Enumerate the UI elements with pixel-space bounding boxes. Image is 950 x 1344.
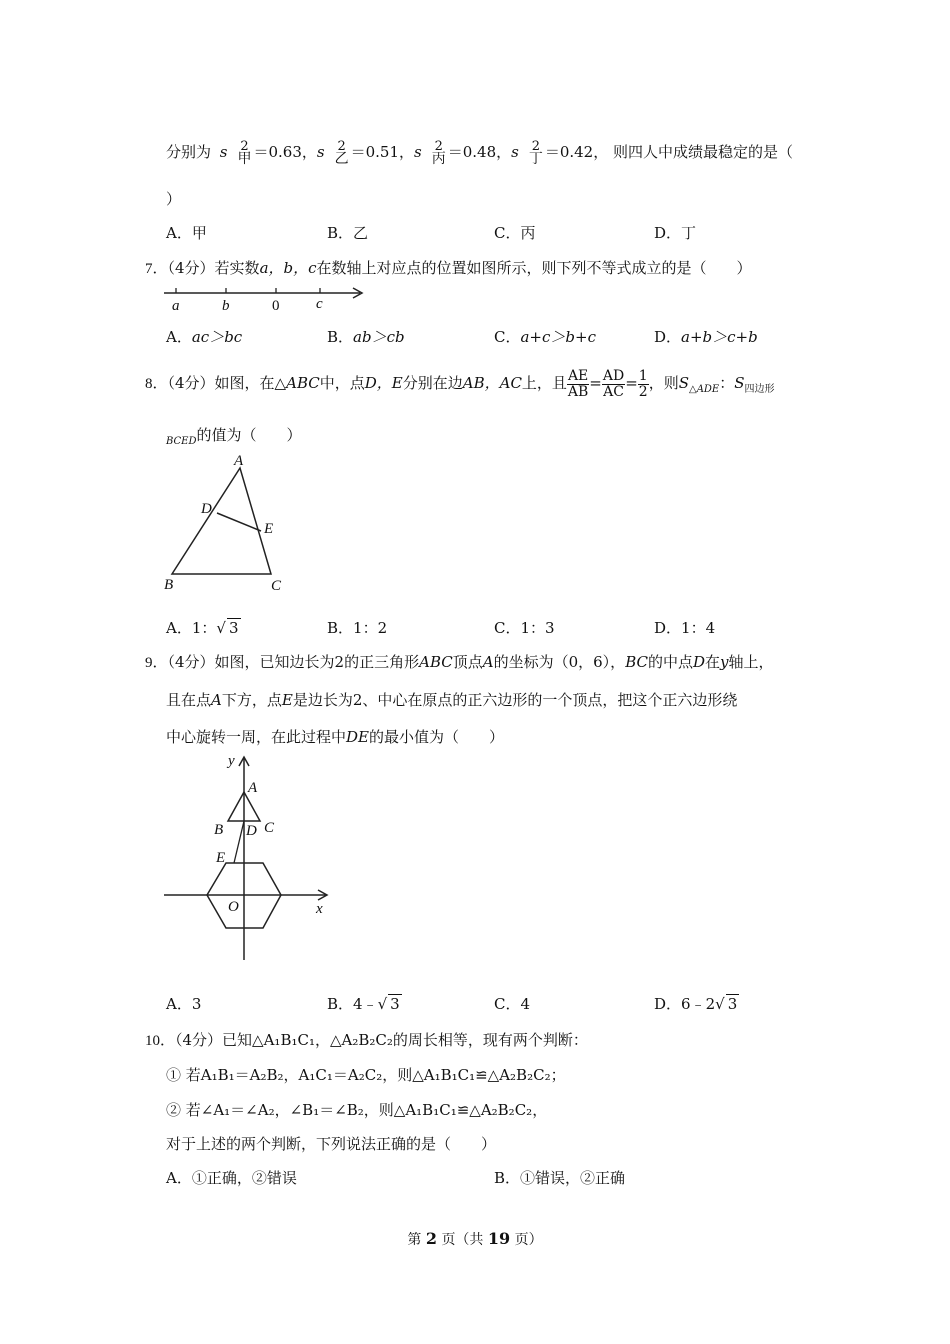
q8-option-a[interactable]: A．1：√ 3 [166,619,239,637]
q8-number: 8． [145,376,168,392]
q9-label-o: O [228,899,239,915]
q6-variance-item [316,139,415,167]
q6-variance-symbol: s [511,143,519,161]
q8-label-a: A [234,453,244,469]
q8-label-e: E [264,521,274,537]
q7-option-a[interactable]: A．ac＞bc [166,328,243,346]
q9-option-a[interactable]: A．3 [166,995,202,1013]
q7-number: 7． [145,261,168,277]
q9-stem-line1: 9．（4分）如图，已知边长为2的正三角形ABC顶点A的坐标为（0，6），BC的中点D在y轴上， [145,653,774,671]
q7-axis-label-a: a [172,298,180,314]
q9-label-d: D [246,823,257,839]
q10-judgement-2: ② 若∠A₁＝∠A₂，∠B₁＝∠B₂，则△A₁B₁C₁≌△A₂B₂C₂， [166,1101,548,1119]
q6-option-a[interactable]: A．甲 [166,224,207,242]
q10-number: 10． [145,1033,176,1049]
q10-option-b[interactable]: B．①错误，②正确 [494,1169,626,1187]
q8-label-b: B [164,577,174,593]
q10-stem: 10．（4分）已知△A₁B₁C₁，△A₂B₂C₂的周长相等，现有两个判断： [145,1031,588,1049]
q6-line1: 分别为 s 2 甲 ＝0.63，s 2 乙 ＝0.51，s 2 丙 ＝0.48，s 2 丁 ＝0.42， 则四人中成绩最稳定的是（ [166,139,794,167]
q7-option-b[interactable]: B．ab＞cb [327,328,405,346]
q6-variance-symbol: s [219,143,228,161]
q7-axis-label-c: c [316,296,323,312]
q6-variance-item [414,139,512,167]
q9-stem-line2: 且在点A下方，点E是边长为2、中心在原点的正六边形的一个顶点，把这个正六边形绕 [166,691,738,709]
page-number: 2 [425,1229,437,1248]
q8-stem: 8．（4分）如图，在△ABC中，点D，E分别在边AB，AC上，且 $\frac{AE}{AB}$ = $\frac{AD}{AC}$ = $\frac{1}{2}$ ，则$S_{\triangle ADE}$：$S_{四边形}$ [145,367,775,400]
q6-variance-symbol: s [316,143,325,161]
q8-option-d[interactable]: D．1：4 [654,619,716,637]
q8-option-c[interactable]: C．1：3 [494,619,555,637]
q9-label-b: B [214,822,224,838]
q9-option-b[interactable]: B．4﹣√ 3 [327,995,400,1013]
q6-variance-item [511,139,609,167]
sqrt-icon: √ [216,619,226,637]
q10-question: 对于上述的两个判断，下列说法正确的是（ ） [166,1135,497,1153]
q6-variance-symbol: s [414,143,422,161]
q8-label-d: D [201,501,212,517]
q7-number-line-figure [160,283,375,315]
q6-variance-sup-sub: 2 甲 [237,139,252,167]
q6-variance-value: ＝0.63， [253,143,317,161]
q6-variance-sup-sub: 2 乙 [334,139,349,167]
page-total: 19 [487,1229,511,1248]
q9-stem-line3: 中心旋转一周，在此过程中DE的最小值为（ ） [166,728,505,746]
q8-label-c: C [271,578,282,594]
q9-label-e: E [216,850,226,866]
q9-option-c[interactable]: C．4 [494,995,531,1013]
q9-label-c: C [264,820,275,836]
q8-fraction-ae-ab: $\frac{AE}{AB}$ [567,367,589,400]
q6-variance-sup-sub: 2 丙 [431,139,446,167]
q9-coordinate-figure [160,748,340,966]
q8-option-b[interactable]: B．1：2 [327,619,388,637]
q9-label-a: A [248,780,258,796]
q6-option-d[interactable]: D．丁 [654,224,697,242]
q6-variance-value: ＝0.42， [544,143,609,161]
sqrt-icon: √ [715,995,725,1013]
sqrt-icon: √ [377,995,388,1013]
q6-variance-value: ＝0.48， [447,143,512,161]
q7-axis-label-b: b [222,298,230,314]
q6-line2: ） [166,190,182,208]
q9-number: 9． [145,655,168,671]
q6-variance-item [219,139,317,167]
q8-fraction-half: $\frac{1}{2}$ [638,367,648,400]
q6-variance-sup-sub: 2 丁 [528,139,543,167]
q6-variance-value: ＝0.51， [350,143,415,161]
q7-option-c[interactable]: C．a+c＞b+c [494,328,596,346]
q7-stem: 7．（4分）若实数a，b，c在数轴上对应点的位置如图所示，则下列不等式成立的是（ ） [145,259,752,277]
q8-fraction-ad-ac: $\frac{AD}{AC}$ [602,367,625,400]
q9-label-x: x [316,901,323,917]
q8-triangle-figure [158,450,293,598]
q7-axis-label-0: 0 [272,298,280,314]
q9-option-d[interactable]: D．6﹣2√ 3 [654,995,738,1013]
q6-option-b[interactable]: B．乙 [327,224,369,242]
q10-option-a[interactable]: A．①正确，②错误 [166,1169,297,1187]
page-footer: 第 2 页（共 19 页） [407,1229,543,1248]
q10-judgement-1: ① 若A₁B₁＝A₂B₂，A₁C₁＝A₂C₂，则△A₁B₁C₁≌△A₂B₂C₂； [166,1066,566,1084]
q9-label-y: y [228,753,235,769]
q7-option-d[interactable]: D．a+b＞c+b [654,328,758,346]
q8-stem-line2: $_{BCED}$的值为（ ） [166,426,302,447]
q6-option-c[interactable]: C．丙 [494,224,536,242]
